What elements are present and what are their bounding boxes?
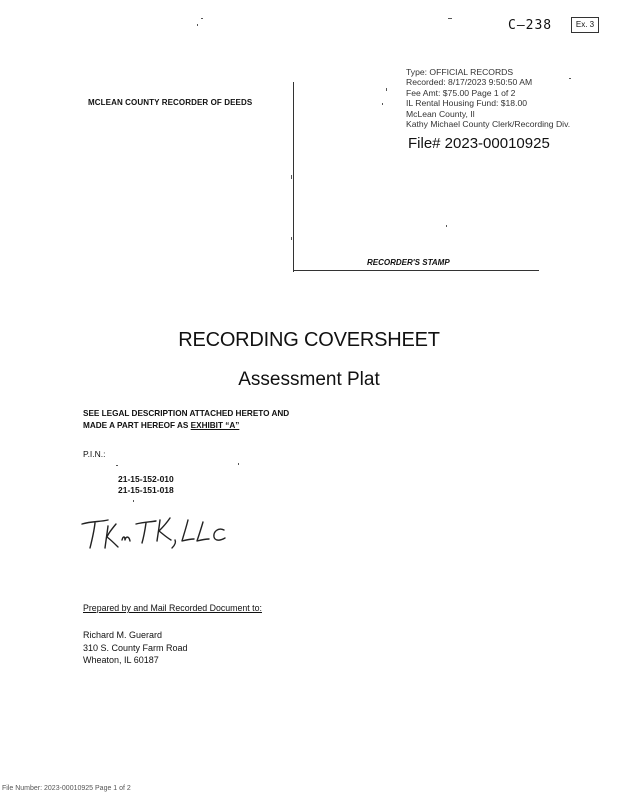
scan-speck	[291, 237, 292, 240]
pin-list	[118, 474, 174, 496]
scan-speck	[382, 103, 383, 105]
stamp-border-horizontal	[293, 270, 539, 271]
legal-line-2	[83, 420, 289, 432]
record-county: McLean County, Il	[406, 108, 475, 119]
recorder-office: MCLEAN COUNTY RECORDER OF DEEDS	[88, 98, 253, 107]
recorders-stamp-label: RECORDER'S STAMP	[367, 258, 450, 267]
scan-speck	[201, 18, 203, 19]
address-line: 310 S. County Farm Road	[83, 642, 188, 653]
exhibit-reference: EXHIBIT “A”	[190, 421, 240, 430]
signature-image	[78, 510, 238, 556]
prepared-by-label: Prepared by and Mail Recorded Document to:	[83, 603, 262, 613]
scan-speck	[448, 18, 452, 19]
scan-speck	[116, 465, 118, 466]
scan-speck	[291, 175, 292, 179]
scan-speck	[133, 500, 134, 502]
pin-item: 21-15-152-010	[118, 474, 174, 484]
record-fee: Fee Amt: $75.00 Page 1 of 2	[406, 87, 516, 98]
document-subtitle: Assessment Plat	[238, 369, 380, 390]
pin-item: 21-15-151-018	[118, 485, 174, 495]
file-number: File# 2023-00010925	[408, 135, 550, 152]
record-fund: IL Rental Housing Fund: $18.00	[406, 98, 528, 109]
scan-speck	[446, 225, 447, 227]
scan-speck	[569, 78, 571, 79]
record-clerk: Kathy Michael County Clerk/Recording Div.	[406, 119, 571, 130]
scan-speck	[197, 24, 198, 26]
legal-line-1: SEE LEGAL DESCRIPTION ATTACHED HERETO AND	[83, 409, 290, 418]
record-type: Type: OFFICIAL RECORDS	[406, 67, 514, 77]
scan-speck	[386, 88, 387, 91]
address-line: Richard M. Guerard	[83, 630, 163, 640]
preparer-address	[83, 629, 188, 667]
stamp-border-vertical	[293, 82, 294, 272]
legal-line-2-prefix: MADE A PART HEREOF AS	[83, 421, 191, 430]
record-date: Recorded: 8/17/2023 9:50:50 AM	[406, 77, 533, 88]
scan-speck	[238, 463, 239, 465]
page-number: C–238	[508, 18, 553, 33]
exhibit-tag: Ex. 3	[571, 17, 599, 33]
recording-info-block	[406, 67, 570, 129]
legal-description	[83, 408, 289, 432]
pin-label: P.I.N.:	[83, 449, 106, 459]
footer-file-page: File Number: 2023-00010925 Page 1 of 2	[2, 785, 131, 792]
address-line: Wheaton, IL 60187	[83, 655, 159, 666]
document-title: RECORDING COVERSHEET	[178, 329, 440, 351]
